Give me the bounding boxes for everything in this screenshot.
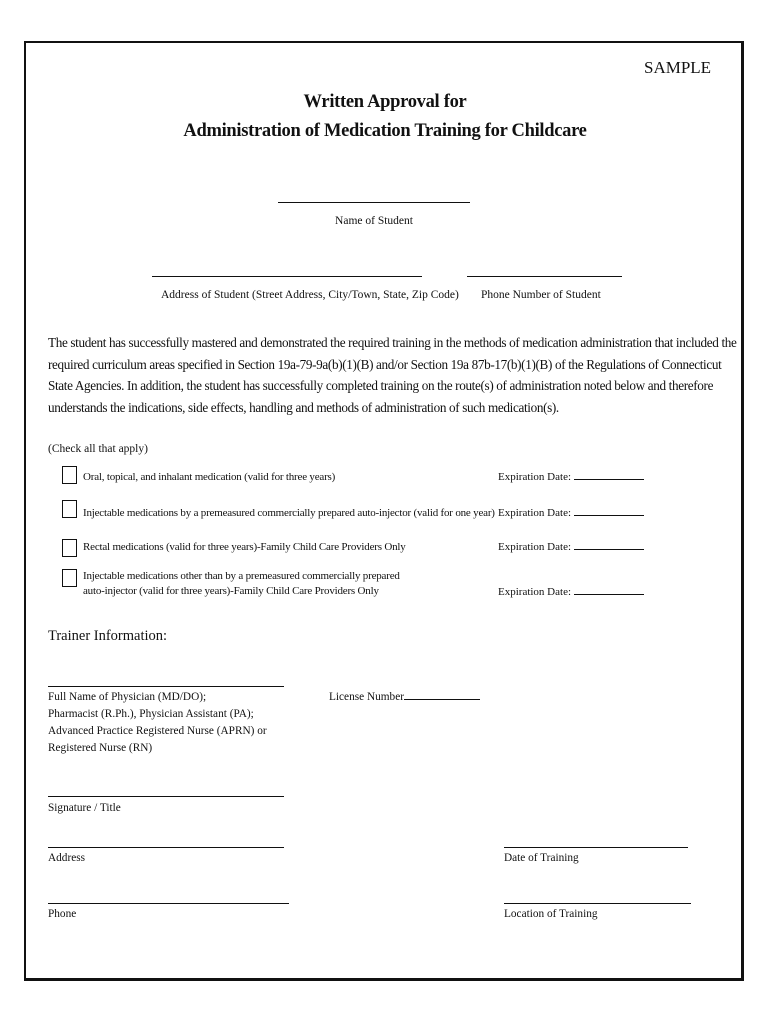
expiration-date-rectal[interactable] [498,540,644,553]
trainer-address-label: Address [48,852,86,864]
trainer-address-field[interactable] [48,847,284,848]
license-number-label: License Number [329,691,404,703]
route-checkbox-oral[interactable] [62,466,77,484]
trainer-heading: Trainer Information: [48,628,168,644]
training-location-label: Location of Training [504,908,598,920]
form-title-line2: Administration of Medication Training for Childcare [183,121,587,141]
physician-name-field[interactable] [48,686,284,687]
student-name-label: Name of Student [335,215,413,227]
physician-name-label: Full Name of Physician (MD/DO); Pharmacist (R.Ph.), Physician Assistant (PA); Advanced Practice Registered Nurse (APRN) or Registered Nurse (RN) [48,691,267,754]
form-title-line1: Written Approval for [303,92,467,112]
expiration-date-other-injectable[interactable] [498,585,644,598]
signature-label: Signature / Title [48,802,121,814]
expiration-label: Expiration Date: [498,471,572,483]
route-checkbox-other-injectable[interactable] [62,569,77,587]
route-checkbox-rectal[interactable] [62,539,77,557]
training-location-field[interactable] [504,903,691,904]
expiration-date-oral[interactable] [498,470,644,483]
trainer-phone-field[interactable] [48,903,289,904]
student-address-field[interactable] [152,276,422,277]
route-label-other-injectable: Injectable medications other than by a premeasured commercially prepared auto-injector (valid for three years)-Family Child Care Providers Only [83,570,400,597]
route-label-auto-injector: Injectable medications by a premeasured commercially prepared auto-injector (valid for one year) [83,507,495,519]
expiration-label: Expiration Date: [498,541,572,553]
check-instruction: (Check all that apply) [48,443,148,455]
training-date-label: Date of Training [504,852,579,864]
sample-watermark: SAMPLE [644,58,712,77]
student-phone-label: Phone Number of Student [481,289,601,301]
expiration-label: Expiration Date: [498,507,572,519]
trainer-phone-label: Phone [48,908,77,920]
expiration-label: Expiration Date: [498,586,572,598]
student-phone-field[interactable] [467,276,622,277]
route-label-oral: Oral, topical, and inhalant medication (valid for three years) [83,471,336,483]
expiration-date-auto-injector[interactable] [498,506,644,519]
signature-field[interactable] [48,796,284,797]
training-date-field[interactable] [504,847,688,848]
training-statement: The student has successfully mastered and demonstrated the required training in the methods of medication administration that included the required curriculum areas specified in Section 19a-79-9a(b)(1)(B) and/or Section 19a 87b-17(b)(1)(B) of the Regulations of Connecticut State Agencies. In addition, the student has successfully completed training on the route(s) of administration noted below and therefore understands the indications, side effects, handling and methods of administration of such medication(s). [48,335,737,415]
student-name-field[interactable] [278,202,470,203]
license-number-field[interactable] [329,689,480,706]
route-label-rectal: Rectal medications (valid for three years)-Family Child Care Providers Only [83,541,406,553]
student-address-label: Address of Student (Street Address, City/Town, State, Zip Code) [161,289,459,301]
route-checkbox-auto-injector[interactable] [62,500,77,518]
